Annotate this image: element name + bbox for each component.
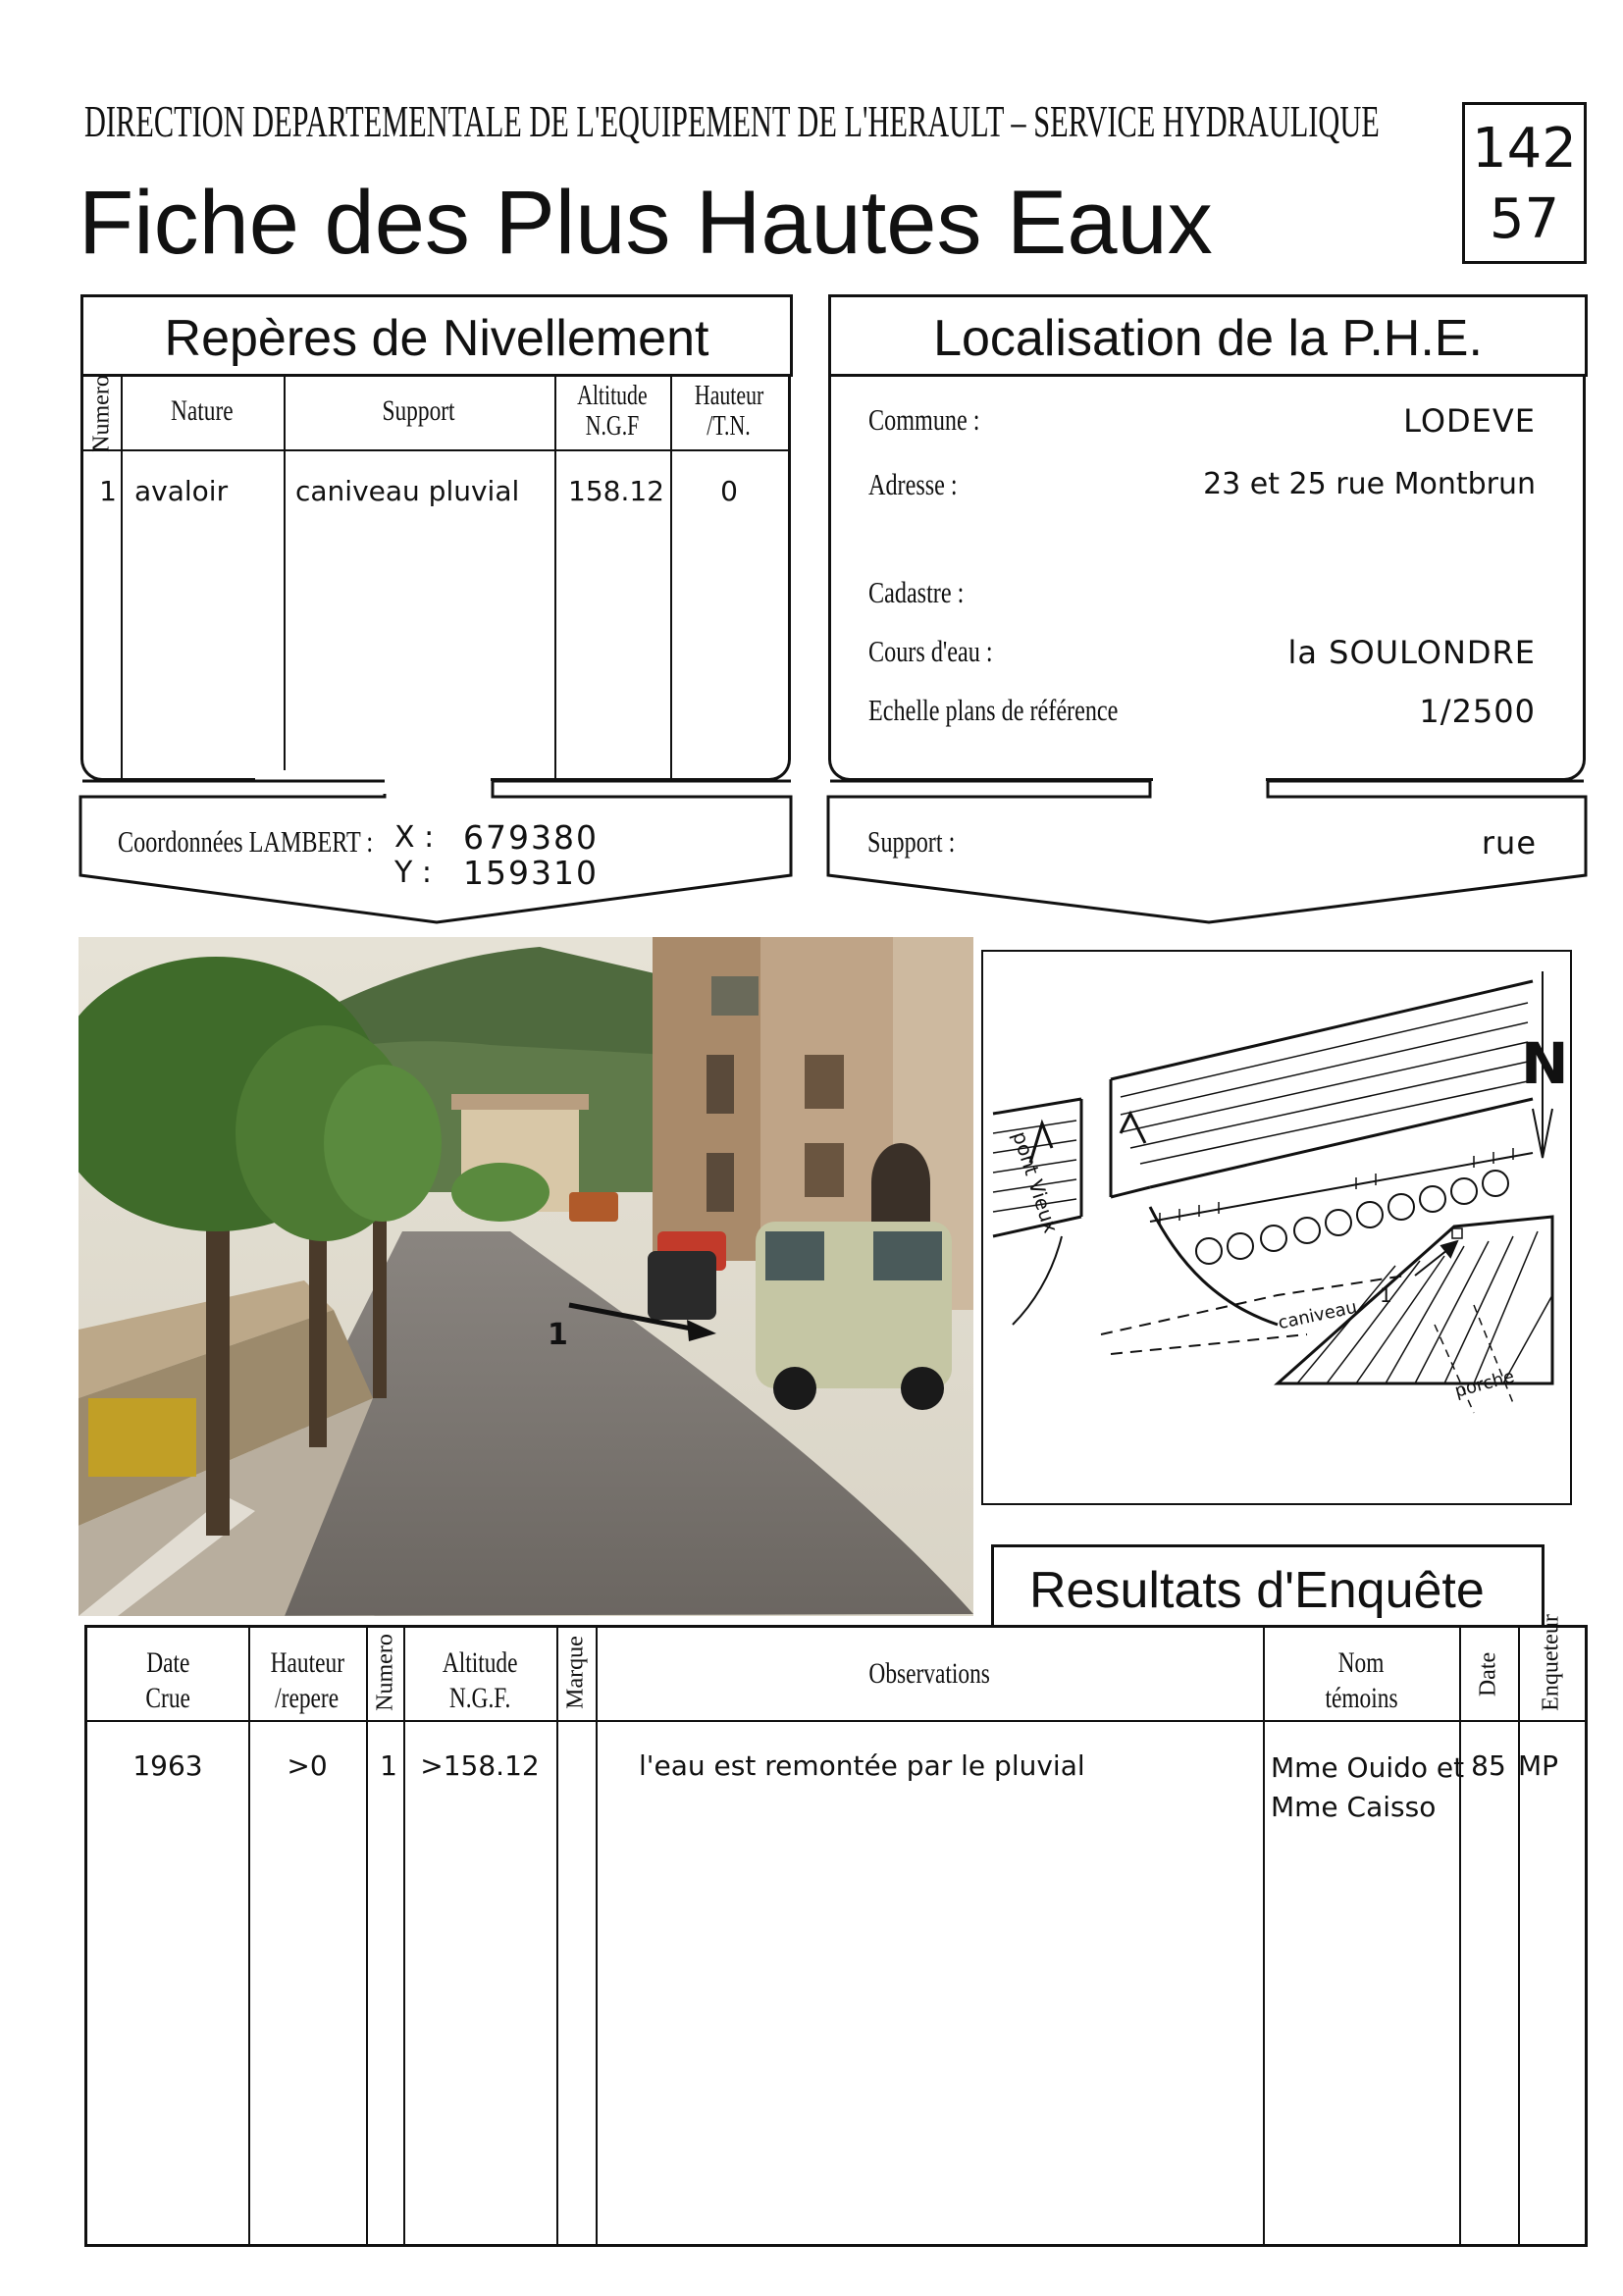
enquete-col-nom: Nom témoins	[1324, 1646, 1398, 1714]
localisation-panel	[828, 377, 1586, 781]
reperes-table	[80, 377, 791, 781]
enquete-row-temoin-2: Mme Caisso	[1271, 1791, 1437, 1823]
support-label: Support :	[867, 824, 956, 859]
enquete-title: Resultats d'Enquête	[1029, 1562, 1485, 1619]
map-north: N	[1521, 1030, 1569, 1097]
echelle-value: 1/2500	[1419, 693, 1536, 730]
y-value: 159310	[463, 854, 599, 892]
enquete-col-hauteur: Hauteur /repere	[270, 1646, 344, 1714]
page-title: Fiche des Plus Hautes Eaux	[79, 173, 1213, 273]
enquete-col-numero: Numero	[372, 1634, 398, 1711]
reperes-title: Repères de Nivellement	[164, 310, 709, 367]
cadastre-label: Cadastre :	[868, 575, 965, 609]
reperes-row-support: caniveau pluvial	[295, 475, 520, 507]
photo-marker: 1	[548, 1318, 568, 1352]
enquete-col-altitude: Altitude N.G.F.	[442, 1646, 518, 1714]
enquete-col-enqueteur: Enqueteur	[1538, 1614, 1564, 1711]
reperes-col-altitude: Altitude N.G.F	[577, 381, 648, 442]
commune-value: LODEVE	[1403, 402, 1536, 440]
cours-label: Cours d'eau :	[868, 634, 993, 668]
location-map	[981, 950, 1572, 1505]
reperes-col-support: Support	[382, 394, 456, 427]
x-label: X :	[394, 820, 435, 855]
enquete-row-date-enquete: 85	[1471, 1749, 1506, 1782]
reference-box	[1462, 102, 1587, 264]
reperes-row-altitude: 158.12	[568, 475, 664, 507]
enquete-row-hauteur: >0	[287, 1749, 328, 1782]
y-label: Y :	[394, 856, 432, 890]
enquete-row-observations: l'eau est remontée par le pluvial	[639, 1749, 1085, 1782]
reperes-row-hauteur: 0	[720, 475, 738, 507]
reperes-row-nature: avaloir	[134, 475, 229, 507]
enquete-col-marque: Marque	[562, 1636, 589, 1709]
coords-label: Coordonnées LAMBERT :	[118, 824, 374, 859]
commune-label: Commune :	[868, 402, 980, 437]
enquete-col-observations: Observations	[868, 1657, 990, 1690]
reperes-row-numero: 1	[99, 475, 117, 507]
org-line: DIRECTION DEPARTEMENTALE DE L'EQUIPEMENT DE L'HERAULT – SERVICE HYDRAULIQUE	[84, 96, 1380, 146]
localisation-title-box	[828, 294, 1588, 377]
map-pont-label: pont Vieux	[1008, 1128, 1064, 1236]
enquete-col-date: Date Crue	[145, 1646, 190, 1714]
reference-top: 142	[1472, 117, 1577, 181]
map-caniveau-label: caniveau	[1276, 1296, 1359, 1334]
enquete-row-temoin-1: Mme Ouido et	[1271, 1751, 1465, 1784]
adresse-value: 23 et 25 rue Montbrun	[1203, 467, 1536, 501]
echelle-label: Echelle plans de référence	[868, 693, 1119, 727]
reperes-title-box	[80, 294, 793, 377]
map-porche-label: porche	[1452, 1366, 1517, 1402]
enquete-col-date-enquete: Date	[1475, 1651, 1501, 1697]
enquete-table	[84, 1614, 1588, 2247]
enquete-row-numero: 1	[380, 1749, 397, 1782]
reperes-col-numero: Numero	[88, 375, 115, 452]
adresse-label: Adresse :	[868, 467, 958, 501]
x-value: 679380	[463, 818, 599, 857]
enquete-row-enqueteur: MP	[1518, 1749, 1559, 1782]
reference-bottom: 57	[1489, 187, 1560, 251]
reperes-col-hauteur: Hauteur /T.N.	[694, 381, 764, 442]
enquete-title-box	[991, 1544, 1544, 1625]
map-marker: 1	[1380, 1283, 1392, 1307]
street-photo	[79, 937, 973, 1616]
localisation-title: Localisation de la P.H.E.	[933, 310, 1483, 367]
reperes-col-nature: Nature	[171, 394, 234, 427]
enquete-row-date: 1963	[132, 1749, 203, 1782]
enquete-row-altitude: >158.12	[420, 1749, 540, 1782]
cours-value: la SOULONDRE	[1287, 634, 1536, 671]
support-value: rue	[1481, 824, 1537, 861]
